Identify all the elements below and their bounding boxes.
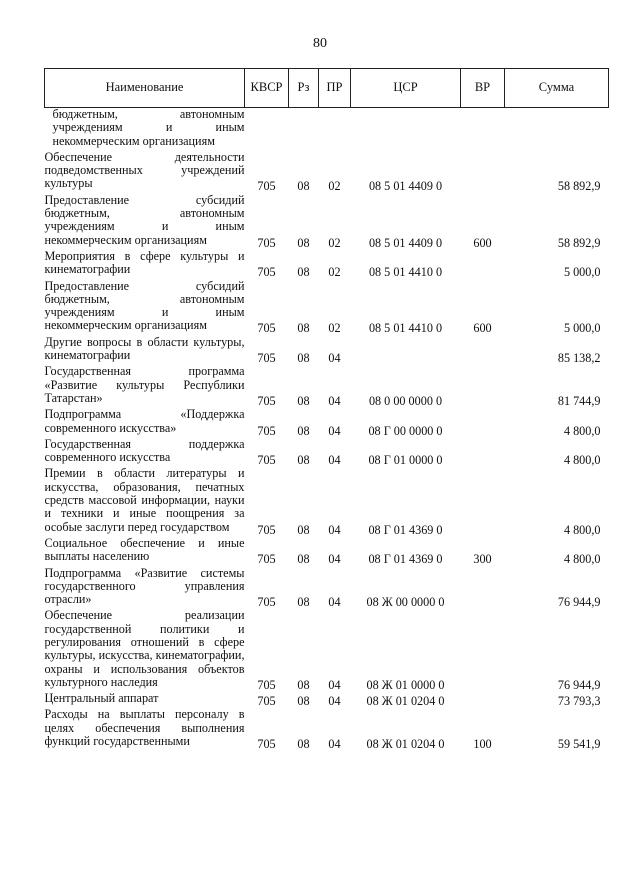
- table-row: [45, 336, 609, 366]
- cell-rz: 08: [297, 321, 310, 336]
- cell-name: Государственная поддержка современного искусства: [44, 436, 245, 465]
- cell-kvsr: 705: [257, 522, 276, 537]
- cell-name: Расходы на выплаты персоналу в целях обеспечения выполнения функций государственными: [44, 707, 245, 749]
- cell-name: Мероприятия в сфере культуры и кинематографии: [44, 248, 245, 277]
- cell-rz: 08: [297, 265, 310, 280]
- cell-pr: 02: [328, 235, 341, 250]
- cell-kvsr: [245, 108, 289, 151]
- cell-vr: [461, 692, 505, 708]
- cell-name: Государственная программа «Развитие культуры Республики Татарстан»: [44, 364, 245, 405]
- budget-table: [44, 68, 609, 751]
- table-row: [45, 194, 609, 250]
- cell-kvsr: 705: [257, 677, 276, 692]
- cell-rz: 08: [297, 235, 310, 250]
- table-row: [45, 609, 609, 692]
- cell-sum: 5 000,0: [563, 321, 601, 336]
- cell-vr: [461, 336, 505, 366]
- table-row: [45, 567, 609, 610]
- cell-name: Подпрограмма «Развитие системы государственного управления отрасли»: [44, 565, 245, 607]
- cell-kvsr: 705: [257, 321, 276, 336]
- header-csr: ЦСР: [351, 69, 461, 108]
- cell-name: Премии в области литературы и искусства, образования, печатных средств массовой информации, науки и техники и иные поощрения за особые заслуги перед государством: [44, 466, 245, 534]
- cell-vr: [461, 151, 505, 194]
- cell-vr: 600: [473, 321, 492, 336]
- cell-sum: 58 892,9: [557, 179, 601, 194]
- cell-name: бюджетным, автономным учреждениям и иным некоммерческим организациям: [52, 107, 245, 148]
- cell-csr: 08 Ж 01 0204 0: [366, 737, 445, 752]
- cell-csr: 08 Ж 00 0000 0: [366, 595, 445, 610]
- cell-csr: [351, 108, 461, 151]
- cell-name: Обеспечение реализации государственной политики и регулирования отношений в сфере культуры, искусства, кинематографии, охраны и использования объектов культурного наследия: [44, 608, 245, 689]
- cell-pr: 04: [328, 677, 341, 692]
- cell-rz: 08: [297, 522, 310, 537]
- cell-csr: 08 5 01 4410 0: [368, 265, 443, 280]
- cell-csr: 08 5 01 4409 0: [368, 179, 443, 194]
- cell-sum: 58 892,9: [557, 235, 601, 250]
- table-row: [45, 708, 609, 751]
- cell-kvsr: 705: [257, 235, 276, 250]
- cell-pr: [319, 108, 351, 151]
- cell-csr: 08 0 00 0000 0: [368, 393, 443, 408]
- cell-rz: 08: [297, 453, 310, 468]
- cell-kvsr: 705: [257, 595, 276, 610]
- cell-vr: [461, 467, 505, 536]
- cell-kvsr: 705: [257, 737, 276, 752]
- cell-csr: 08 Г 01 4369 0: [368, 552, 443, 567]
- cell-pr: 02: [328, 321, 341, 336]
- cell-sum: [505, 108, 609, 151]
- cell-kvsr: 705: [257, 351, 276, 366]
- table-row: [45, 250, 609, 280]
- cell-sum: 81 744,9: [557, 393, 601, 408]
- cell-name: Центральный аппарат: [44, 691, 159, 706]
- cell-pr: 02: [328, 179, 341, 194]
- header-kvsr: КВСР: [245, 69, 289, 108]
- cell-name: Предоставление субсидий бюджетным, автономным учреждениям и иным некоммерческим организациям: [44, 192, 245, 247]
- cell-vr: [461, 365, 505, 408]
- header-sum: Сумма: [505, 69, 609, 108]
- cell-rz: 08: [297, 393, 310, 408]
- cell-csr: 08 Г 01 0000 0: [368, 453, 443, 468]
- cell-pr: 04: [328, 737, 341, 752]
- table-row: [45, 438, 609, 468]
- cell-pr: 02: [328, 265, 341, 280]
- table-row: [45, 408, 609, 438]
- cell-csr: 08 Г 01 4369 0: [368, 522, 443, 537]
- cell-pr: 04: [328, 351, 341, 366]
- cell-sum: 4 800,0: [563, 552, 601, 567]
- header-pr: ПР: [319, 69, 351, 108]
- table-body: [45, 108, 609, 752]
- cell-sum: 59 541,9: [557, 737, 601, 752]
- table-row: [45, 151, 609, 194]
- cell-csr: 08 Ж 01 0204 0: [366, 694, 445, 709]
- page-number: 80: [313, 36, 327, 51]
- header-vr: ВР: [461, 69, 505, 108]
- cell-pr: 04: [328, 453, 341, 468]
- cell-sum: 4 800,0: [563, 423, 601, 438]
- cell-rz: [289, 108, 319, 151]
- table-row: [45, 537, 609, 567]
- cell-kvsr: 705: [257, 453, 276, 468]
- cell-csr: 08 5 01 4410 0: [368, 321, 443, 336]
- cell-sum: 85 138,2: [557, 351, 601, 366]
- cell-kvsr: 705: [257, 423, 276, 438]
- cell-csr: 08 5 01 4409 0: [368, 235, 443, 250]
- table-row: [45, 692, 609, 708]
- cell-pr: 04: [328, 393, 341, 408]
- cell-vr: [461, 108, 505, 151]
- cell-csr: 08 Г 00 0000 0: [368, 423, 443, 438]
- cell-sum: 76 944,9: [557, 595, 601, 610]
- table-header-row: [45, 69, 609, 108]
- cell-name: Другие вопросы в области культуры, кинематографии: [44, 334, 245, 363]
- cell-name: Предоставление субсидий бюджетным, автономным учреждениям и иным некоммерческим организациям: [44, 278, 245, 333]
- cell-sum: 4 800,0: [563, 453, 601, 468]
- cell-vr: [461, 250, 505, 280]
- cell-pr: 04: [328, 595, 341, 610]
- cell-kvsr: 705: [257, 265, 276, 280]
- cell-csr: 08 Ж 01 0000 0: [366, 677, 445, 692]
- table-row: [45, 280, 609, 336]
- cell-sum: 76 944,9: [557, 677, 601, 692]
- table-row: [45, 108, 609, 151]
- cell-vr: 100: [473, 737, 492, 752]
- cell-kvsr: 705: [257, 179, 276, 194]
- cell-pr: 04: [328, 694, 341, 709]
- cell-vr: 300: [473, 552, 492, 567]
- cell-kvsr: 705: [257, 694, 276, 709]
- cell-kvsr: 705: [257, 552, 276, 567]
- cell-kvsr: 705: [257, 393, 276, 408]
- table-row: [45, 467, 609, 536]
- cell-name: Обеспечение деятельности подведомственных учреждений культуры: [44, 149, 245, 191]
- cell-pr: 04: [328, 423, 341, 438]
- cell-rz: 08: [297, 351, 310, 366]
- cell-rz: 08: [297, 552, 310, 567]
- cell-name: Подпрограмма «Поддержка современного искусства»: [44, 407, 245, 435]
- table-row: [45, 365, 609, 408]
- cell-rz: 08: [297, 179, 310, 194]
- cell-pr: 04: [328, 552, 341, 567]
- cell-vr: [461, 438, 505, 468]
- cell-pr: 04: [328, 522, 341, 537]
- cell-vr: [461, 567, 505, 610]
- cell-sum: 73 793,3: [557, 694, 601, 709]
- cell-csr: [351, 336, 461, 366]
- cell-rz: 08: [297, 694, 310, 709]
- cell-vr: 600: [473, 235, 492, 250]
- cell-sum: 4 800,0: [563, 522, 601, 537]
- cell-vr: [461, 609, 505, 692]
- header-name: Наименование: [45, 69, 245, 108]
- cell-name: Социальное обеспечение и иные выплаты населению: [44, 535, 245, 564]
- cell-rz: 08: [297, 423, 310, 438]
- header-rz: Рз: [289, 69, 319, 108]
- cell-vr: [461, 408, 505, 438]
- cell-rz: 08: [297, 595, 310, 610]
- cell-sum: 5 000,0: [563, 265, 601, 280]
- cell-rz: 08: [297, 737, 310, 752]
- cell-rz: 08: [297, 677, 310, 692]
